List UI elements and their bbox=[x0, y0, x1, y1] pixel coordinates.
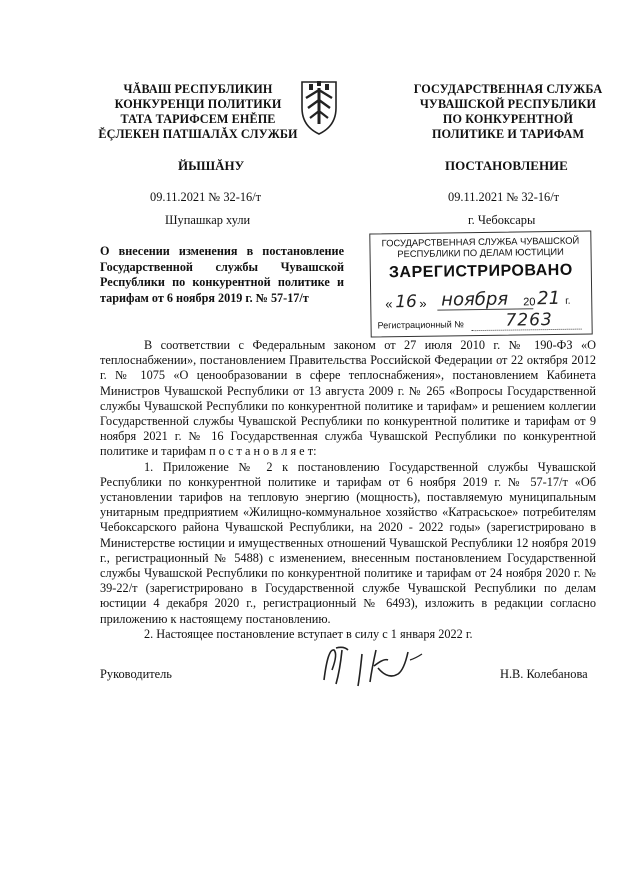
date-number-left: 09.11.2021 № 32-16/т bbox=[150, 190, 262, 204]
stamp-status: ЗАРЕГИСТРИРОВАНО bbox=[388, 261, 573, 282]
stamp-day: 16 bbox=[395, 291, 418, 313]
header-left-line-2: КОНКУРЕНЦИ ПОЛИТИКИ bbox=[114, 97, 282, 111]
signer-name: Н.В. Колебанова bbox=[500, 667, 588, 681]
header-left-line-4: ĔÇЛЕКЕН ПАТШАЛĂХ СЛУЖБИ bbox=[98, 127, 298, 141]
stamp-org-line-2: РЕСПУБЛИКИ ПО ДЕЛАМ ЮСТИЦИИ bbox=[397, 245, 564, 260]
chuvash-emblem-icon bbox=[296, 78, 342, 136]
doc-type-chuvash: ЙЫШĂНУ bbox=[178, 158, 245, 173]
document-body bbox=[100, 338, 596, 642]
stamp-year: 21 bbox=[537, 287, 561, 310]
city-chuvash: Шупашкар хули bbox=[165, 213, 251, 227]
header-right-line-1: ГОСУДАРСТВЕННАЯ СЛУЖБА bbox=[413, 82, 603, 96]
stamp-month: ноября bbox=[441, 288, 509, 311]
document-subject: О внесении изменения в постановление Государственной службы Чувашской Республики по конкурентной политике и тарифам от 6 ноября 2019 г. № 57-17/т bbox=[100, 244, 344, 305]
stamp-quote-close: » bbox=[419, 295, 427, 311]
handwritten-signature-icon bbox=[318, 640, 428, 690]
stamp-quote-open: « bbox=[385, 296, 393, 312]
stamp-organization bbox=[370, 234, 590, 259]
preamble-paragraph: В соответствии с Федеральным законом от 27 июля 2010 г. № 190-ФЗ «О теплоснабжении», постановлением Правительства Российской Федерации от 22 октября 2012 г. № 1075 «О ценообразовании в сфере теплоснабжения», постановлением Кабинета Министров Чувашской Республики от 13 августа 2009 г. № 265 «Вопросы Государственной службы Чувашской Республики по конкурентной политике и тарифам» и решением коллегии Государственной службы Чувашской Республики по конкурентной политике и тарифам от 9 ноября 2021 г. № 16 Государственная служба Чувашской Республики по конкурентной политике и тарифам п о с т а н о в л я е т: bbox=[100, 338, 596, 459]
doc-type-russian: ПОСТАНОВЛЕНИЕ bbox=[445, 158, 568, 173]
stamp-reg-underline bbox=[472, 329, 582, 332]
header-left-line-1: ЧĂВАШ РЕСПУБЛИКИН bbox=[123, 82, 273, 96]
city-russian: г. Чебоксары bbox=[468, 213, 536, 227]
registration-stamp bbox=[369, 230, 592, 337]
stamp-year-suffix: г. bbox=[565, 295, 571, 307]
header-right-line-2: ЧУВАШСКОЙ РЕСПУБЛИКИ bbox=[419, 97, 597, 111]
header-right-line-4: ПОЛИТИКЕ И ТАРИФАМ bbox=[431, 127, 585, 141]
item-1-paragraph: 1. Приложение № 2 к постановлению Государственной службы Чувашской Республики по конкурентной политике и тарифам от 6 ноября 2019 г. № 57-17/т «Об установлении тарифов на тепловую энергию (мощность), поставляемую муниципальным унитарным предприятием «Жилищно-коммунальное хозяйство «Катрасьское» потребителям Чебоксарского района Чувашской Республики, на 2020 - 2022 годы» (зарегистрировано в Министерстве юстиции и имущественных отношений Чувашской Республики 12 ноября 2019 г., регистрационный № 5488) с изменением, внесенным постановлением Государственной службы Чувашской Республики по конкурентной политике и тарифам от 24 ноября 2020 г. № 39-22/т (зарегистрировано в Государственной службе Чувашской Республики по делам юстиции 4 декабря 2020 г., регистрационный № 6493), изложить в редакции согласно приложению к настоящему постановлению. bbox=[100, 459, 596, 626]
header-right-russian bbox=[398, 82, 618, 142]
header-left-line-3: ТАТА ТАРИФСЕМ ЕНĔПЕ bbox=[120, 112, 276, 126]
header-left-chuvash bbox=[88, 82, 308, 142]
stamp-year-prefix: 20 bbox=[523, 296, 536, 309]
stamp-reg-number: 7263 bbox=[505, 310, 553, 331]
stamp-org-line-1: ГОСУДАРСТВЕННАЯ СЛУЖБА ЧУВАШСКОЙ bbox=[381, 234, 580, 249]
stamp-reg-label: Регистрационный № bbox=[377, 319, 464, 331]
header-right-line-3: ПО КОНКУРЕНТНОЙ bbox=[442, 112, 574, 126]
date-number-right: 09.11.2021 № 32-16/т bbox=[448, 190, 560, 204]
item-2-paragraph: 2. Настоящее постановление вступает в силу с 1 января 2022 г. bbox=[144, 626, 473, 641]
signer-title: Руководитель bbox=[100, 667, 172, 681]
